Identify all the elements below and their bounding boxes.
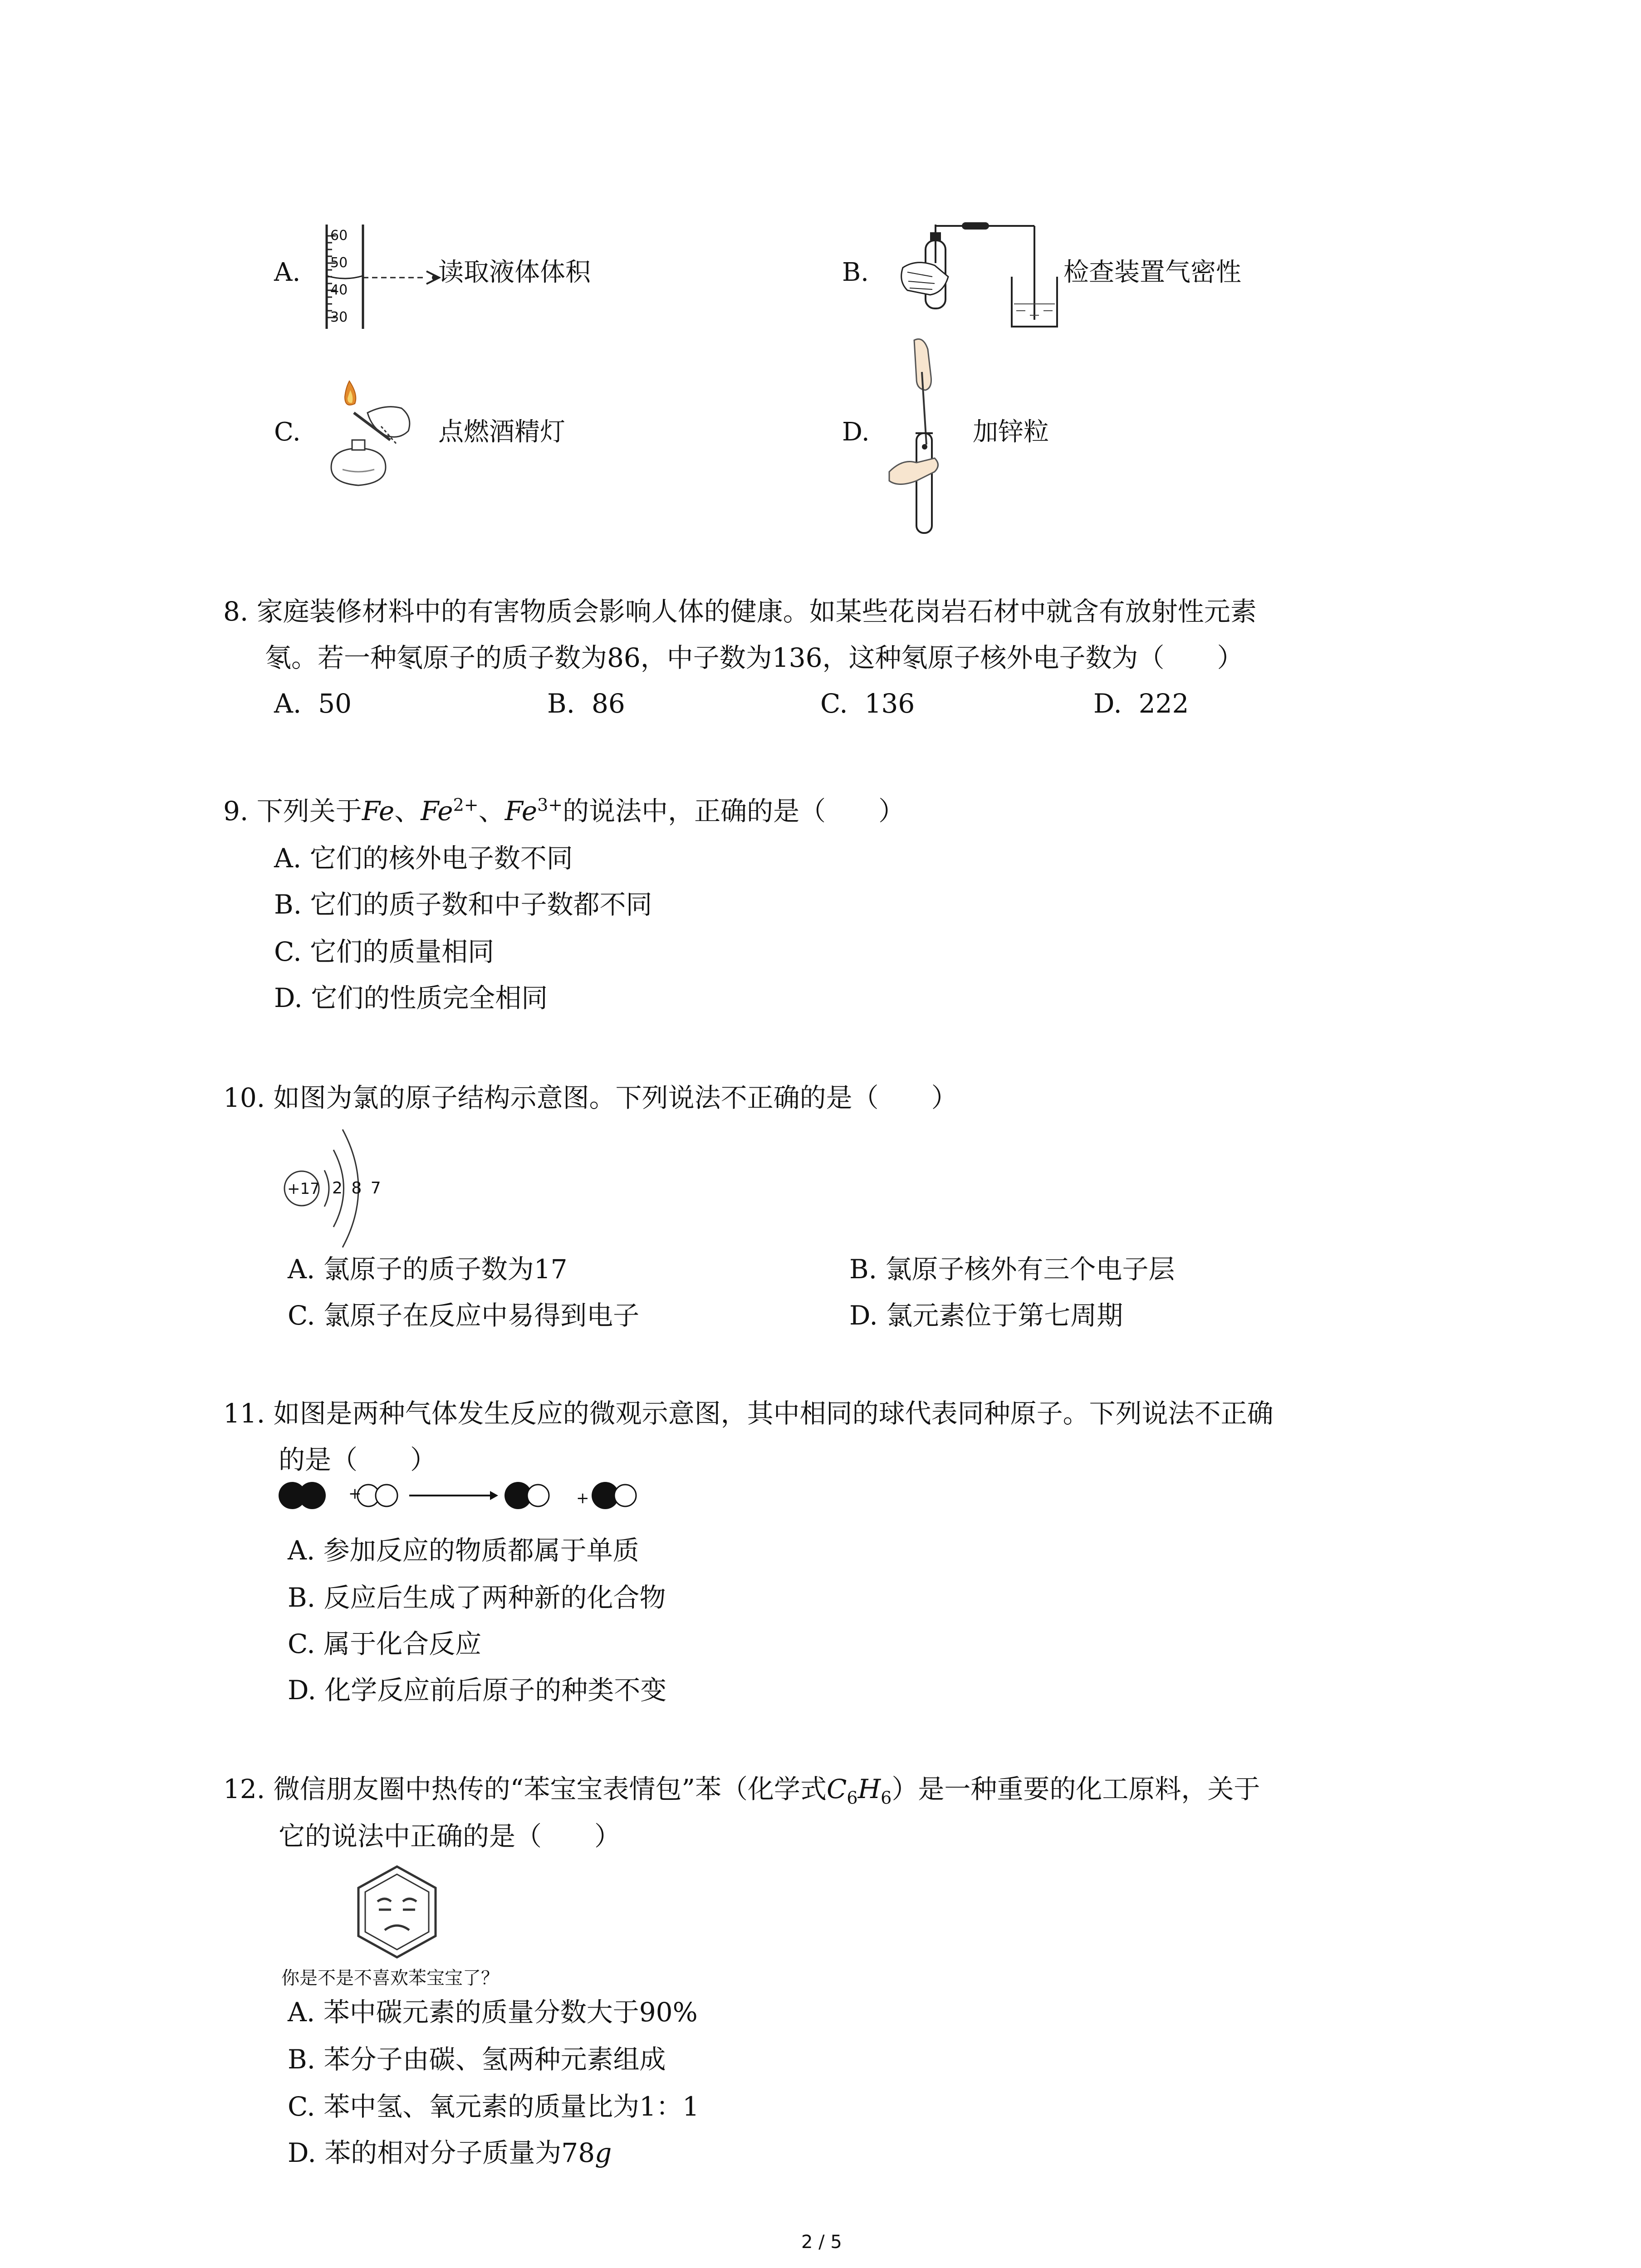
q11-option-b: B. 反应后生成了两种新的化合物 (288, 1582, 666, 1613)
q12-option-a: A. 苯中碳元素的质量分数大于90% (288, 1997, 698, 2028)
q11-stem-line2: 的是（ ） (279, 1444, 437, 1475)
q10-option-c: C. 氯原子在反应中易得到电子 (288, 1300, 640, 1331)
q7-option-c-label: C. (274, 417, 301, 447)
reaction-plus-2: + (576, 1489, 589, 1507)
q9-stem: 9. 下列关于Fe、$Fe^{2+}$、$Fe^{3+}$的说法中，正确的是（ ） (223, 795, 905, 826)
q9-option-c: C. 它们的质量相同 (274, 936, 495, 967)
q12-option-d: D. 苯的相对分子质量为78g (288, 2137, 612, 2168)
q8-option-d: D. 222 (1093, 688, 1189, 719)
q10-option-d: D. 氯元素位于第七周期 (849, 1300, 1123, 1331)
cylinder-tick-50: 50 (330, 255, 348, 271)
q9-option-d: D. 它们的性质完全相同 (274, 982, 548, 1013)
q9-option-b: B. 它们的质子数和中子数都不同 (274, 889, 652, 920)
q8-option-b: B. 86 (547, 688, 625, 719)
reaction-plus-1: + (348, 1485, 362, 1503)
q10-option-b: B. 氯原子核外有三个电子层 (849, 1254, 1175, 1285)
page-number: 2 / 5 (801, 2232, 842, 2253)
benzene-emoji-caption: 你是不是不喜欢苯宝宝了？ (281, 1968, 499, 1989)
q7-option-c-text: 点燃酒精灯 (438, 417, 565, 447)
q7-option-a-text: 读取液体体积 (438, 258, 591, 287)
q7-option-d-label: D. (842, 417, 870, 447)
cylinder-tick-40: 40 (330, 282, 348, 298)
q8-stem-line1: 8. 家庭装修材料中的有害物质会影响人体的健康。如某些花岗岩石材中就含有放射性元素 (223, 596, 1257, 627)
q7-option-a-label: A. (274, 258, 301, 287)
q7-option-b-text: 检查装置气密性 (1063, 258, 1241, 287)
q8-option-a: A. 50 (274, 688, 352, 719)
q11-option-a: A. 参加反应的物质都属于单质 (288, 1535, 639, 1566)
q12-option-c: C. 苯中氢、氧元素的质量比为1：1 (288, 2091, 699, 2122)
q8-option-c: C. 136 (820, 688, 915, 719)
q7-option-b-label: B. (842, 258, 869, 287)
airtightness-apparatus-icon (889, 213, 1066, 336)
add-zinc-granules-icon (889, 336, 962, 535)
chlorine-nucleus-label: +17 (287, 1180, 320, 1198)
chlorine-shell-electrons: 2 8 7 (332, 1179, 383, 1198)
q11-stem-line1: 11. 如图是两种气体发生反应的微观示意图，其中相同的球代表同种原子。下列说法不正确 (223, 1398, 1274, 1429)
cylinder-tick-60: 60 (330, 228, 348, 244)
q10-stem: 10. 如图为氯的原子结构示意图。下列说法不正确的是（ ） (223, 1082, 958, 1113)
alcohol-lamp-icon (318, 376, 436, 494)
q9-option-a: A. 它们的核外电子数不同 (274, 843, 573, 874)
q12-stem-line2: 它的说法中正确的是（ ） (279, 1821, 621, 1852)
q12-option-b: B. 苯分子由碳、氢两种元素组成 (288, 2044, 666, 2075)
benzene-baby-emoji-icon (354, 1864, 440, 1960)
q12-stem-line1: 12. 微信朋友圈中热传的“苯宝宝表情包”苯（化学式$C_6H_6$）是一种重要的化工原料，关于 (223, 1774, 1260, 1808)
q7-option-d-text: 加锌粒 (973, 417, 1049, 447)
q11-option-c: C. 属于化合反应 (288, 1628, 482, 1659)
reaction-micro-diagram (278, 1480, 668, 1511)
q8-stem-line2: 氡。若一种氡原子的质子数为86，中子数为136，这种氡原子核外电子数为（ ） (265, 642, 1244, 673)
q10-option-a: A. 氯原子的质子数为17 (288, 1254, 568, 1285)
cylinder-tick-30: 30 (330, 309, 348, 325)
q11-option-d: D. 化学反应前后原子的种类不变 (288, 1675, 667, 1706)
